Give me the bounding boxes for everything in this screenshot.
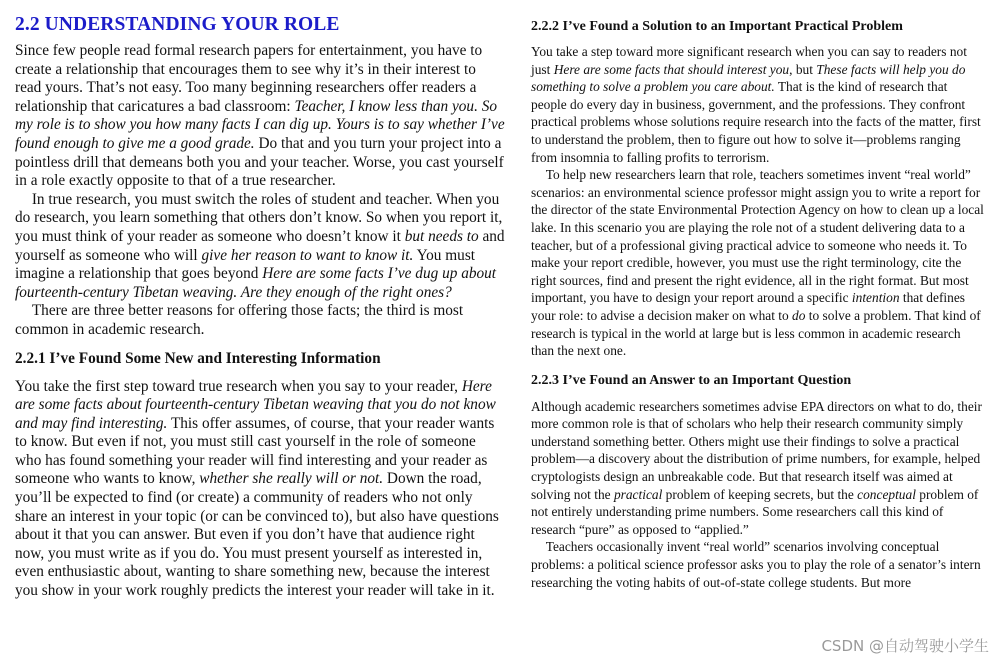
subsection-2-2-2-paragraph-2: To help new researchers learn that role, teachers sometimes invent “real world” scenarios: an environmental science professor might assign you to write a report for the director of the state Environmental Protection Agency on how to clean up a local lake. In this scenario you are playing the role not of a student delivering data to a teacher, but of a professional giving practical advice to someone who needs it. To make your report credible, however, you must use the right terminology, cite the right sources, find and present the right evidence, all in the right format. But most important, you have to design your report around a specific intention that defines your role: to advise a decision maker on what to do to solve a problem. That kind of research is typical in the world at large but is less common in academic research than the next one. <box>531 167 984 359</box>
section-paragraph-3: There are three better reasons for offering those facts; the third is most common in academic research. <box>15 302 464 338</box>
subsection-heading-2-2-2: 2.2.2 I’ve Found a Solution to an Important Practical Problem <box>531 19 903 34</box>
subsection-2-2-3-paragraph-2: Teachers occasionally invent “real world” scenarios involving conceptual problems: a political science professor asks you to play the role of a senator’s intern researching the voting habits of out-of-state college students. But more <box>531 539 981 590</box>
subsection-2-2-1-paragraph: You take the first step toward true research when you say to your reader, Here are some facts about fourteenth-century Tibetan weaving that you do not know and may find interesting. This offer assumes, of course, that your reader wants to know. But even if not, you must still cast yourself in the role of someone who has found something your reader will find interesting and your reader as someone who wants to know, whether she really will or not. Down the road, you’ll be expected to find (or create) a community of readers who not only share an interest in your topic (or can be convinced to), but also have questions about it that you can answer. But even if you don’t have that audience right now, you must write as if you do. You must present yourself as interested in, even enthusiastic about, wanting to share something new, because the interest you show in your work roughly predicts the interest your reader will take in it. <box>15 377 499 600</box>
left-column <box>15 0 505 601</box>
section-title: 2.2 UNDERSTANDING YOUR ROLE <box>15 14 340 35</box>
subsection-heading-2-2-3: 2.2.3 I’ve Found an Answer to an Important Question <box>531 372 852 388</box>
right-column <box>531 0 986 591</box>
subsection-2-2-3-paragraph-1: Although academic researchers sometimes advise EPA directors on what to do, their more common role is that of scholars who help their research community simply understand something better. Others might use their findings to solve a practical problem—a discovery about the distribution of prime numbers, for example, helped cryptologists design an unbreakable code. But that research itself was aimed at solving not the practical problem of keeping secrets, but the conceptual problem of not entirely understanding prime numbers. Some researchers call this kind of research “pure” as opposed to “applied.” <box>531 398 982 537</box>
watermark: CSDN @自动驾驶小学生 <box>821 637 989 655</box>
subsection-heading-2-2-1: 2.2.1 I’ve Found Some New and Interesting Information <box>15 349 381 367</box>
subsection-2-2-2-paragraph-1: You take a step toward more significant research when you can say to readers not just Here are some facts that should interest you, but These facts will help you do something to solve a problem you care about. That is the kind of research that people do every day in business, government, and the professions. They confront practical problems whose solutions require research into the facts of the matter, first to understand the problem, then to figure out how to solve it—problems ranging from insomnia to falling profits to terrorism. <box>531 44 981 165</box>
section-paragraph-1: Since few people read formal research papers for entertainment, you have to create a relationship that encourages them to see why it’s in their interest to read yours. That’s not easy. Too many beginning researchers offer readers a relationship that caricatures a bad classroom: Teacher, I know less than you. So my role is to show you how many facts I can dig up. Yours is to say whether I’ve found enough to give me a good grade. Do that and you turn your project into a pointless drill that demeans both you and your teacher. Worse, you cast yourself in a role exactly opposite to that of a true researcher. <box>15 42 505 190</box>
section-paragraph-2: In true research, you must switch the roles of student and teacher. When you do research, you learn something that others don’t know. So when you report it, you must think of your reader as someone who doesn’t know it but needs to and yourself as someone who will give her reason to want to know it. You must imagine a relationship that goes beyond Here are some facts I’ve dug up about fourteenth-century Tibetan weaving. Are they enough of the right ones? <box>15 190 505 301</box>
